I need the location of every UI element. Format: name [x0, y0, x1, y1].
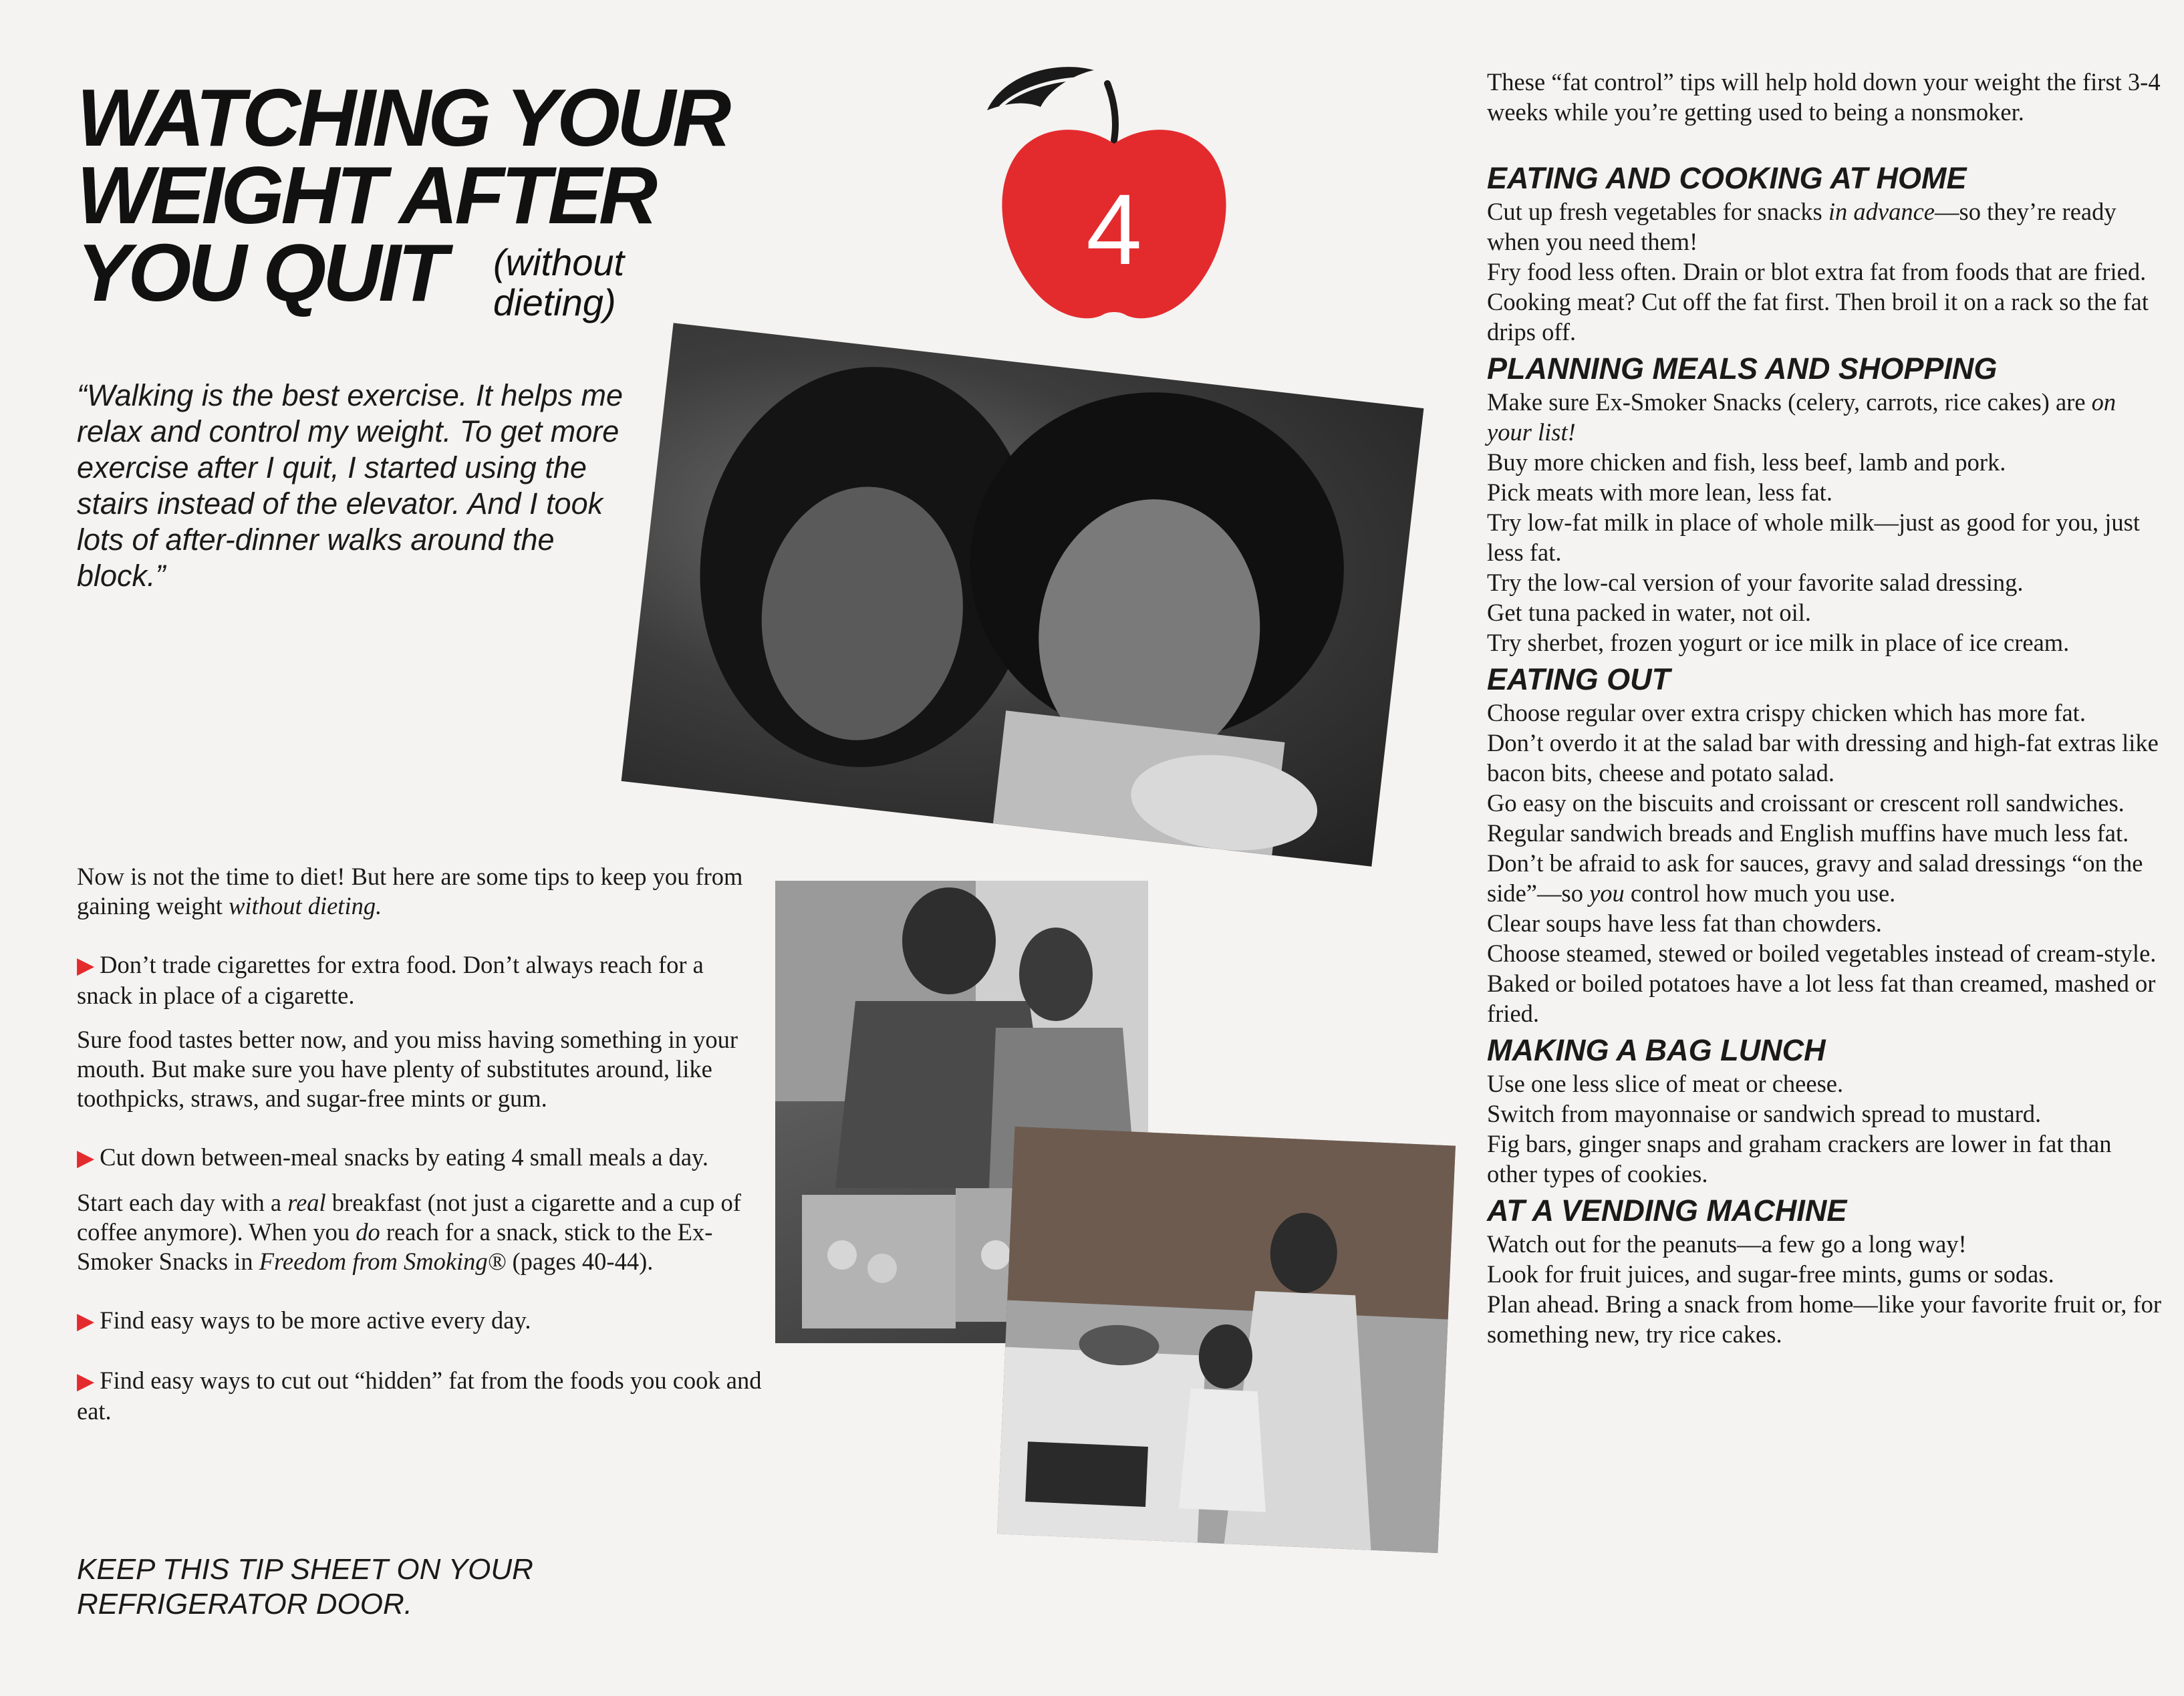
- list-item: Clear soups have less fat than chowders.: [1487, 909, 1882, 937]
- list-item: Watch out for the peanuts—a few go a long way!: [1487, 1230, 1967, 1258]
- apple-number: 4: [1086, 173, 1142, 285]
- list-item: Try the low-cal version of your favorite salad dressing.: [1487, 569, 2024, 596]
- photo-two-women-smiling: [622, 323, 1424, 866]
- list-item: Buy more chicken and fish, less beef, lamb and pork.: [1487, 448, 2006, 476]
- section-heading-home: EATING AND COOKING AT HOME: [1487, 161, 1967, 195]
- list-item: Use one less slice of meat or cheese.: [1487, 1070, 1844, 1097]
- list-item: Baked or boiled potatoes have a lot less fat than creamed, mashed or fried.: [1487, 970, 2156, 1027]
- list-item: Cut up fresh vegetables for snacks in advance—so they’re ready when you need them!: [1487, 198, 2117, 255]
- list-item: Don’t overdo it at the salad bar with dressing and high-fat extras like bacon bits, cheese and potato salad.: [1487, 729, 2159, 787]
- list-item: Cooking meat? Cut off the fat first. Then broil it on a rack so the fat drips off.: [1487, 288, 2149, 345]
- list-item: Make sure Ex-Smoker Snacks (celery, carrots, rice cakes) are on your list!: [1487, 388, 2117, 446]
- triangle-bullet-icon: ▶: [77, 1369, 95, 1394]
- subtitle-line-1: (without: [493, 241, 625, 283]
- triangle-bullet-icon: ▶: [77, 1309, 95, 1334]
- section-heading-bag-lunch: MAKING A BAG LUNCH: [1487, 1033, 1826, 1067]
- subtitle-line-2: dieting): [493, 281, 616, 323]
- section-vending-items: [1487, 1229, 2162, 1349]
- tip-2-detail: Start each day with a real breakfast (not just a cigarette and a cup of coffee anymore). When you do reach for a snack, stick to the Ex-Smoker Snacks in Freedom from Smoking® (pages 40-44).: [77, 1189, 741, 1275]
- right-column: [1487, 67, 2162, 1353]
- footer-note: KEEP THIS TIP SHEET ON YOUR REFRIGERATOR DOOR.: [77, 1553, 533, 1620]
- section-heading-eating-out: EATING OUT: [1487, 662, 1671, 696]
- list-item: Don’t be afraid to ask for sauces, gravy and salad dressings “on the side”—so you control how much you use.: [1487, 849, 2143, 907]
- list-item: Try low-fat milk in place of whole milk—just as good for you, just less fat.: [1487, 509, 2140, 566]
- list-item: Go easy on the biscuits and croissant or crescent roll sandwiches. Regular sandwich breads and English muffins have much less fat.: [1487, 789, 2129, 847]
- list-item: Look for fruit juices, and sugar-free mints, gums or sodas.: [1487, 1260, 2054, 1288]
- triangle-bullet-icon: ▶: [77, 1146, 95, 1171]
- section-planning-items: [1487, 387, 2162, 658]
- photo-kitchen-cooking: [997, 1127, 1456, 1553]
- list-item: Fig bars, ginger snaps and graham crackers are lower in fat than other types of cookies.: [1487, 1130, 2112, 1187]
- page-title: [77, 72, 812, 318]
- pull-quote: “Walking is the best exercise. It helps me relax and control my weight. To get more exercise after I quit, I started using the stairs instead of the elevator. And I took lots of after-dinner walks around the block.”: [77, 378, 624, 593]
- triangle-bullet-icon: ▶: [77, 954, 95, 978]
- list-item: Pick meats with more lean, less fat.: [1487, 478, 1832, 506]
- subtitle: [493, 243, 624, 323]
- apple-icon: [977, 60, 1251, 341]
- section-heading-planning: PLANNING MEALS AND SHOPPING: [1487, 351, 1998, 386]
- apple-stem: [1107, 84, 1115, 140]
- title-line-3: YOU QUIT: [77, 227, 444, 318]
- list-item: Fry food less often. Drain or blot extra fat from foods that are fried.: [1487, 258, 2147, 285]
- list-item: Switch from mayonnaise or sandwich spread to mustard.: [1487, 1100, 2042, 1127]
- tip-4: ▶ Find easy ways to cut out “hidden” fat from the foods you cook and eat.: [77, 1367, 762, 1425]
- list-item: Plan ahead. Bring a snack from home—like your favorite fruit or, for something new, try rice cakes.: [1487, 1290, 2162, 1348]
- title-line-1: WATCHING YOUR: [77, 72, 728, 163]
- tip-1: ▶ Don’t trade cigarettes for extra food. Don’t always reach for a snack in place of a cigarette.: [77, 951, 704, 1009]
- title-line-2: WEIGHT AFTER: [77, 150, 654, 241]
- section-heading-vending: AT A VENDING MACHINE: [1487, 1193, 1847, 1228]
- list-item: Choose steamed, stewed or boiled vegetables instead of cream-style.: [1487, 940, 2157, 967]
- left-body-text: [77, 862, 762, 1441]
- list-item: Get tuna packed in water, not oil.: [1487, 599, 1812, 626]
- section-eating-out-items: [1487, 698, 2162, 1028]
- tip-1-detail: Sure food tastes better now, and you miss having something in your mouth. But make sure you have plenty of substitutes around, like toothpicks, straws, and sugar-free mints or gum.: [77, 1026, 738, 1112]
- tip-2: ▶ Cut down between-meal snacks by eating 4 small meals a day.: [77, 1143, 709, 1171]
- list-item: Choose regular over extra crispy chicken which has more fat.: [1487, 699, 2086, 726]
- section-home-items: [1487, 196, 2162, 347]
- tip-3: ▶ Find easy ways to be more active every day.: [77, 1306, 531, 1334]
- right-intro: These “fat control” tips will help hold down your weight the first 3-4 weeks while you’re getting used to being a nonsmoker.: [1487, 68, 2161, 126]
- list-item: Try sherbet, frozen yogurt or ice milk in place of ice cream.: [1487, 629, 2070, 656]
- section-bag-lunch-items: [1487, 1069, 2162, 1189]
- left-intro: Now is not the time to diet! But here are some tips to keep you from gaining weight without dieting.: [77, 863, 743, 920]
